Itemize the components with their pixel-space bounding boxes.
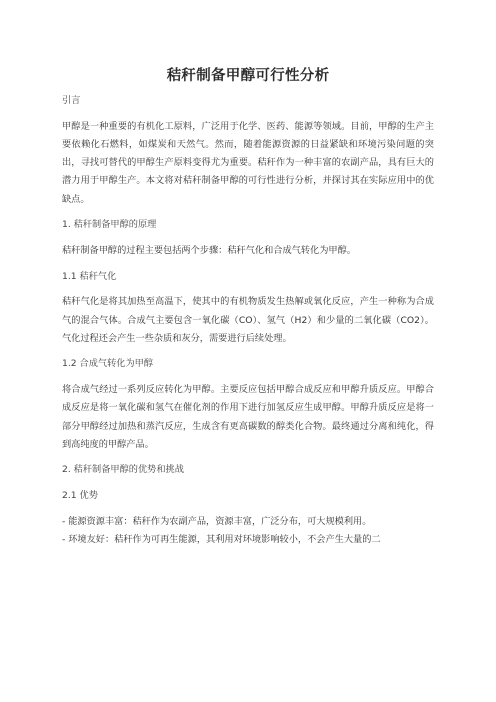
advantage-item: - 环境友好：秸秆作为可再生能源，其利用对环境影响较小，不会产生大量的二 xyxy=(62,534,381,546)
section1-paragraph: 秸秆制备甲醇的过程主要包括两个步骤：秸秆气化和合成气转化为甲醇。 xyxy=(62,244,356,256)
section1-2-heading: 1.2 合成气转化为甲醇 xyxy=(62,358,154,370)
document-title: 秸秆制备甲醇可行性分析 xyxy=(166,68,330,84)
intro-paragraph: 甲醇是一种重要的有机化工原料，广泛用于化学、医药、能源等领域。目前，甲醇的生产主要依赖化石燃料，如煤炭和天然气。然而，随着能源资源的日益紧缺和环境污染问题的突出，寻找可替代的甲醇生产原料变得尤为重要。秸秆作为一种丰富的农副产品，具有巨大的潜力用于甲醇生产。本文将对秸秆制备甲醇的可行性进行分析，并探讨其在实际应用中的优缺点。 xyxy=(62,120,434,205)
section2-1-heading: 2.1 优势 xyxy=(62,490,98,502)
advantage-item: - 能源资源丰富：秸秆作为农副产品，资源丰富，广泛分布，可大规模利用。 xyxy=(62,515,372,527)
section1-heading: 1. 秸秆制备甲醇的原理 xyxy=(62,219,157,231)
section2-heading: 2. 秸秆制备甲醇的优势和挑战 xyxy=(62,464,184,476)
intro-heading: 引言 xyxy=(62,95,81,106)
section1-1-paragraph: 秸秆气化是将其加热至高温下，使其中的有机物质发生热解或氧化反应，产生一种称为合成气的混合气体。合成气主要包含一氧化碳（CO）、氢气（H2）和少量的二氧化碳（CO2）。气化过程还会产生一些杂质和灰分，需要进行后续处理。 xyxy=(62,296,434,344)
section1-1-heading: 1.1 秸秆气化 xyxy=(62,270,117,282)
section1-2-paragraph: 将合成气经过一系列反应转化为甲醇。主要反应包括甲醇合成反应和甲醇升质反应。甲醇合成反应是将一氧化碳和氢气在催化剂的作用下进行加氢反应生成甲醇。甲醇升质反应是将一部分甲醇经过加热和蒸汽反应，生成含有更高碳数的醇类化合物。最终通过分离和纯化，得到高纯度的甲醇产品。 xyxy=(62,384,434,450)
document-body xyxy=(62,92,434,549)
